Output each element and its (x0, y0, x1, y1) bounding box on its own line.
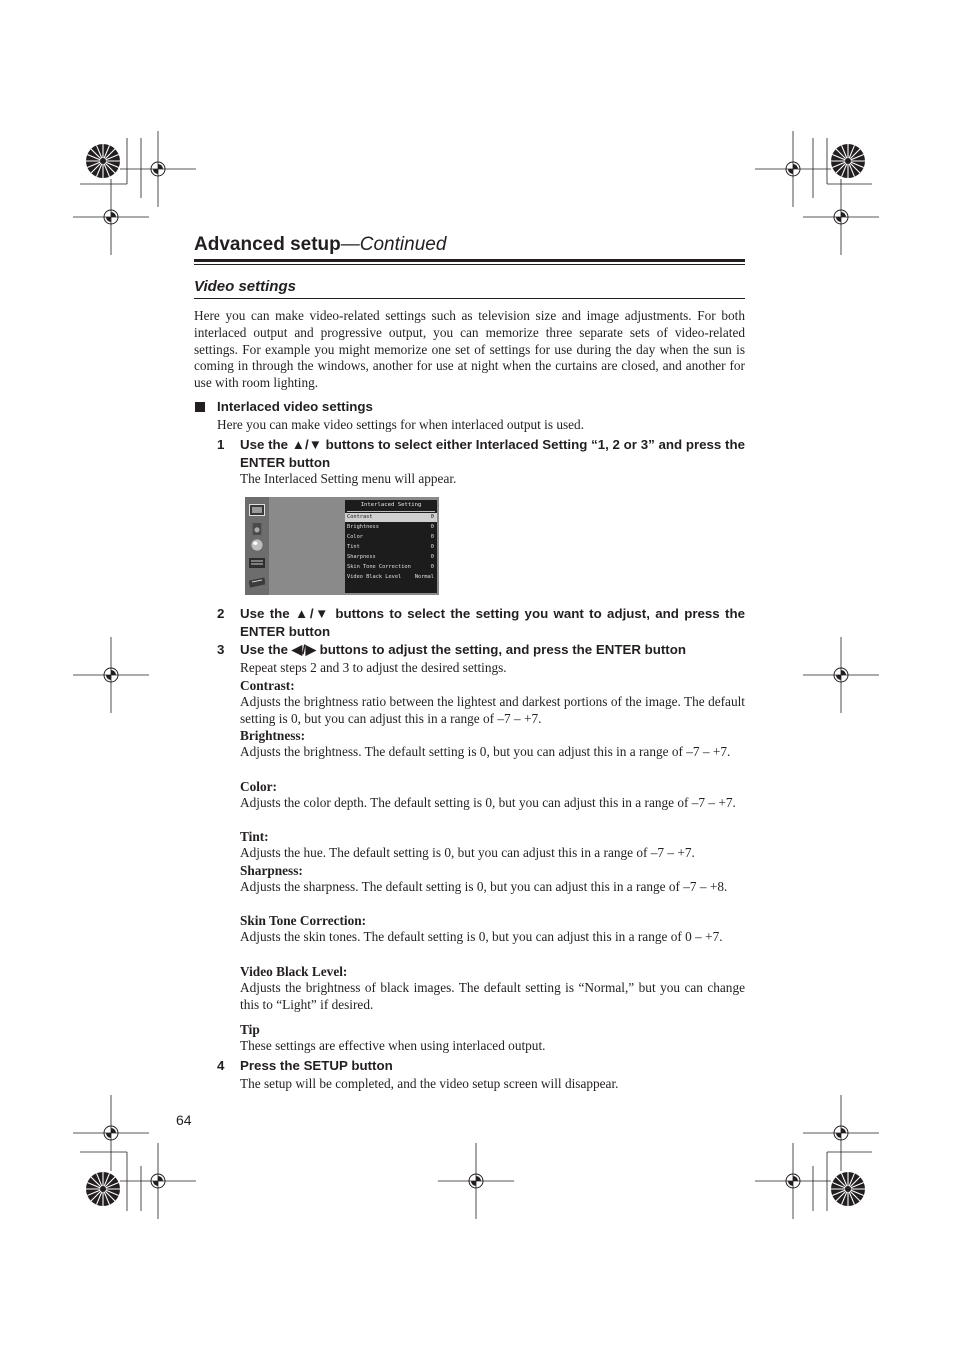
menu-title-rule (347, 511, 435, 512)
step-instruction: Use the ▲/▼ buttons to select either Interlaced Setting “1, 2 or 3” and press the ENTER button (240, 437, 745, 470)
square-bullet-icon (195, 402, 205, 412)
globe-icon (249, 539, 265, 551)
setting-term-video-black-level: Video Black Level: (240, 964, 348, 979)
menu-row-label: Tint (347, 544, 360, 550)
menu-row-value: 0 (430, 524, 434, 530)
intro-paragraph: Here you can make video-related settings such as television size and image adjustments. For both interlaced output and progressive output, you can memorize three separate sets of video-related settings. For example you might memorize one set of settings for use during the day when the sun is coming in through the windows, another for use at night when the curtains are closed, and another for use with room lighting. (194, 308, 745, 391)
menu-row-value: 0 (430, 514, 434, 520)
step-number: 3 (217, 642, 225, 657)
step-note: Repeat steps 2 and 3 to adjust the desired settings. (240, 660, 507, 675)
menu-row (345, 533, 437, 542)
menu-row-label: Brightness (347, 524, 379, 530)
menu-row-value: 0 (430, 544, 434, 550)
menu-row (345, 563, 437, 572)
menu-row-value: 0 (430, 554, 434, 560)
speaker-icon (249, 523, 265, 535)
page-title (194, 233, 745, 257)
page-number: 64 (176, 1112, 192, 1128)
menu-row (345, 523, 437, 532)
setting-term-sharpness: Sharpness: (240, 863, 303, 878)
header-rule-thin (194, 264, 745, 265)
menu-row (345, 543, 437, 552)
step-note: The setup will be completed, and the video setup screen will disappear. (240, 1076, 619, 1091)
setting-desc-contrast: Adjusts the brightness ratio between the lightest and darkest portions of the image. The default setting is 0, but you can adjust this in a range of –7 – +7. (240, 694, 745, 726)
setting-term-skin-tone: Skin Tone Correction: (240, 913, 367, 928)
section-header (194, 277, 745, 297)
step-number: 2 (217, 606, 225, 621)
setting-desc-sharpness: Adjusts the sharpness. The default setting is 0, but you can adjust this in a range of –7 – +8. (240, 879, 728, 894)
menu-row (345, 573, 437, 582)
step-number: 1 (217, 437, 225, 452)
interlaced-setting-menu-screenshot (245, 497, 439, 595)
setting-desc-brightness: Adjusts the brightness. The default setting is 0, but you can adjust this in a range of –7 – +7. (240, 744, 731, 759)
menu-row-selected (345, 513, 437, 522)
menu-row-label: Skin Tone Correction (347, 564, 411, 570)
setting-desc-tint: Adjusts the hue. The default setting is 0, but you can adjust this in a range of –7 – +7. (240, 845, 695, 860)
tip-text: These settings are effective when using interlaced output. (240, 1038, 546, 1053)
menu-row-value: 0 (430, 534, 434, 540)
display-icon (249, 557, 265, 569)
menu-row-label: Video Black Level (347, 574, 402, 580)
menu-row-label: Contrast (347, 514, 373, 520)
page-header (194, 233, 745, 257)
setting-desc-color: Adjusts the color depth. The default setting is 0, but you can adjust this in a range of –7 – +7. (240, 795, 736, 810)
page-title-main: Advanced setup (194, 234, 341, 255)
menu-title: Interlaced Setting (360, 502, 422, 508)
subsection-text: Here you can make video settings for when interlaced output is used. (217, 417, 585, 432)
step-instruction: Use the ▲/▼ buttons to select the setting you want to adjust, and press the ENTER button (240, 606, 745, 639)
step-instruction: Press the SETUP button (240, 1058, 393, 1073)
setting-term-brightness: Brightness: (240, 728, 306, 743)
menu-row-label: Sharpness (347, 554, 376, 560)
header-rule-thick (194, 259, 745, 262)
setting-term-tint: Tint: (240, 829, 269, 844)
setting-desc-skin-tone: Adjusts the skin tones. The default setting is 0, but you can adjust this in a range of 0 – +7. (240, 929, 723, 944)
setting-desc-video-black-level: Adjusts the brightness of black images. The default setting is “Normal,” but you can change this to “Light” if desired. (240, 980, 745, 1012)
section-title: Video settings (194, 278, 296, 295)
step-number: 4 (217, 1058, 225, 1073)
menu-row-value: Normal (414, 574, 434, 580)
setup-tools-icon (249, 576, 265, 588)
setting-term-contrast: Contrast: (240, 678, 295, 693)
tv-icon (249, 504, 265, 516)
section-rule (194, 298, 745, 299)
step-note: The Interlaced Setting menu will appear. (240, 471, 457, 486)
setting-term-color: Color: (240, 779, 277, 794)
subsection-title: Interlaced video settings (217, 399, 373, 414)
step-instruction: Use the ◀/▶ buttons to adjust the setting, and press the ENTER button (240, 642, 686, 657)
menu-icon-column (245, 497, 269, 595)
menu-panel (345, 500, 437, 593)
page-title-continued: —Continued (340, 234, 447, 255)
menu-row (345, 553, 437, 562)
tip-label: Tip (240, 1022, 260, 1037)
menu-row-label: Color (347, 534, 363, 540)
menu-row-value: 0 (430, 564, 434, 570)
